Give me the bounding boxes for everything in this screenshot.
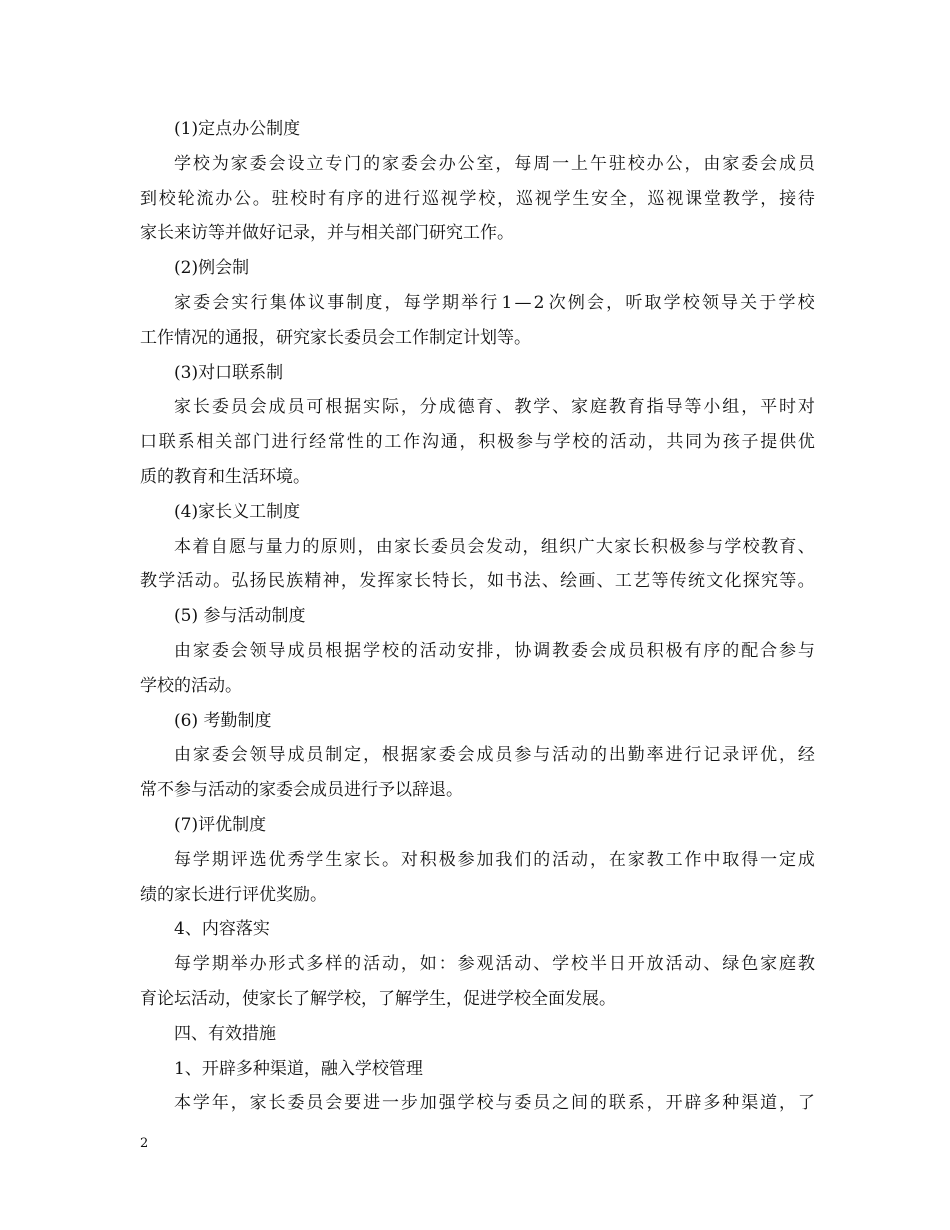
text-line: 每 学 期 举 办 形 式 多 样 的 活 动 ， 如 ： 参 观 活 动 、 学 校 半 日 开 放 活 动 、 绿 色 家 庭 教 <box>174 954 815 975</box>
text-line: 由 家 委 会 领 导 成 员 制 定 ， 根 据 家 委 会 成 员 参 与 活 动 的 出 勤 率 进 行 记 录 评 优 ， 经 <box>174 745 815 766</box>
text-line: 1、开辟多种渠道，融入学校管理 <box>174 1058 423 1079</box>
text-line: 本 着 自 愿 与 量 力 的 原 则 ， 由 家 长 委 员 会 发 动 ， 组 织 广 大 家 长 积 极 参 与 学 校 教 育 、 <box>174 536 815 557</box>
text-line: 绩的家长进行评优奖励。 <box>140 884 327 905</box>
text-line: 到 校 轮 流 办 公 。 驻 校 时 有 序 的 进 行 巡 视 学 校 ， 巡 视 学 生 安 全 ， 巡 视 课 堂 教 学 ， 接 待 <box>140 188 815 209</box>
text-line: 育论坛活动，使家长了解学校，了解学生，促进学校全面发展。 <box>140 988 616 1009</box>
text-line: (3)对口联系制 <box>174 362 284 383</box>
text-line: 质的教育和生活环境。 <box>140 466 310 487</box>
text-line: 每 学 期 评 选 优 秀 学 生 家 长 。 对 积 极 参 加 我 们 的 活 动 ， 在 家 教 工 作 中 取 得 一 定 成 <box>174 849 815 870</box>
text-line: (1)定点办公制度 <box>174 119 301 139</box>
text-line: 4、内容落实 <box>174 919 270 940</box>
text-line: (6) 考勤制度 <box>174 710 272 731</box>
text-line: (2)例会制 <box>174 258 250 279</box>
text-line: (7)评优制度 <box>174 814 267 835</box>
text-line: 四、有效措施 <box>174 1023 276 1044</box>
text-line: 工作情况的通报，研究家长委员会工作制定计划等。 <box>140 327 531 348</box>
text-line: 家 委 会 实 行 集 体 议 事 制 度 ， 每 学 期 举 行 1 — 2 次 例 会 ， 听 取 学 校 领 导 关 于 学 校 <box>174 292 815 313</box>
text-line: (4)家长义工制度 <box>174 501 301 522</box>
text-line: 常不参与活动的家委会成员进行予以辞退。 <box>140 780 463 801</box>
document-body <box>140 112 815 1121</box>
text-line: 学校的活动。 <box>140 675 242 696</box>
text-line: 本 学 年 ， 家 长 委 员 会 要 进 一 步 加 强 学 校 与 委 员 之 间 的 联 系 ， 开 辟 多 种 渠 道 ， 了 <box>174 1093 815 1114</box>
text-line: 家长来访等并做好记录，并与相关部门研究工作。 <box>140 223 514 244</box>
text-line: 由 家 委 会 领 导 成 员 根 据 学 校 的 活 动 安 排 ， 协 调 教 委 会 成 员 积 极 有 序 的 配 合 参 与 <box>174 640 815 661</box>
text-line: 学 校 为 家 委 会 设 立 专 门 的 家 委 会 办 公 室 ， 每 周 一 上 午 驻 校 办 公 ， 由 家 委 会 成 员 <box>174 153 815 174</box>
text-line: (5) 参与活动制度 <box>174 606 306 627</box>
text-line: 口 联 系 相 关 部 门 进 行 经 常 性 的 工 作 沟 通 ， 积 极 参 与 学 校 的 活 动 ， 共 同 为 孩 子 提 供 优 <box>140 432 815 453</box>
page-number: 2 <box>140 1136 149 1151</box>
text-line: 家 长 委 员 会 成 员 可 根 据 实 际 ， 分 成 德 育 、 教 学 、 家 庭 教 育 指 导 等 小 组 ， 平 时 对 <box>174 397 815 418</box>
text-line: 教 学 活 动 。 弘 扬 民 族 精 神 ， 发 挥 家 长 特 长 ， 如 书 法 、 绘 画 、 工 艺 等 传 统 文 化 探 究 等 。 <box>140 571 815 592</box>
